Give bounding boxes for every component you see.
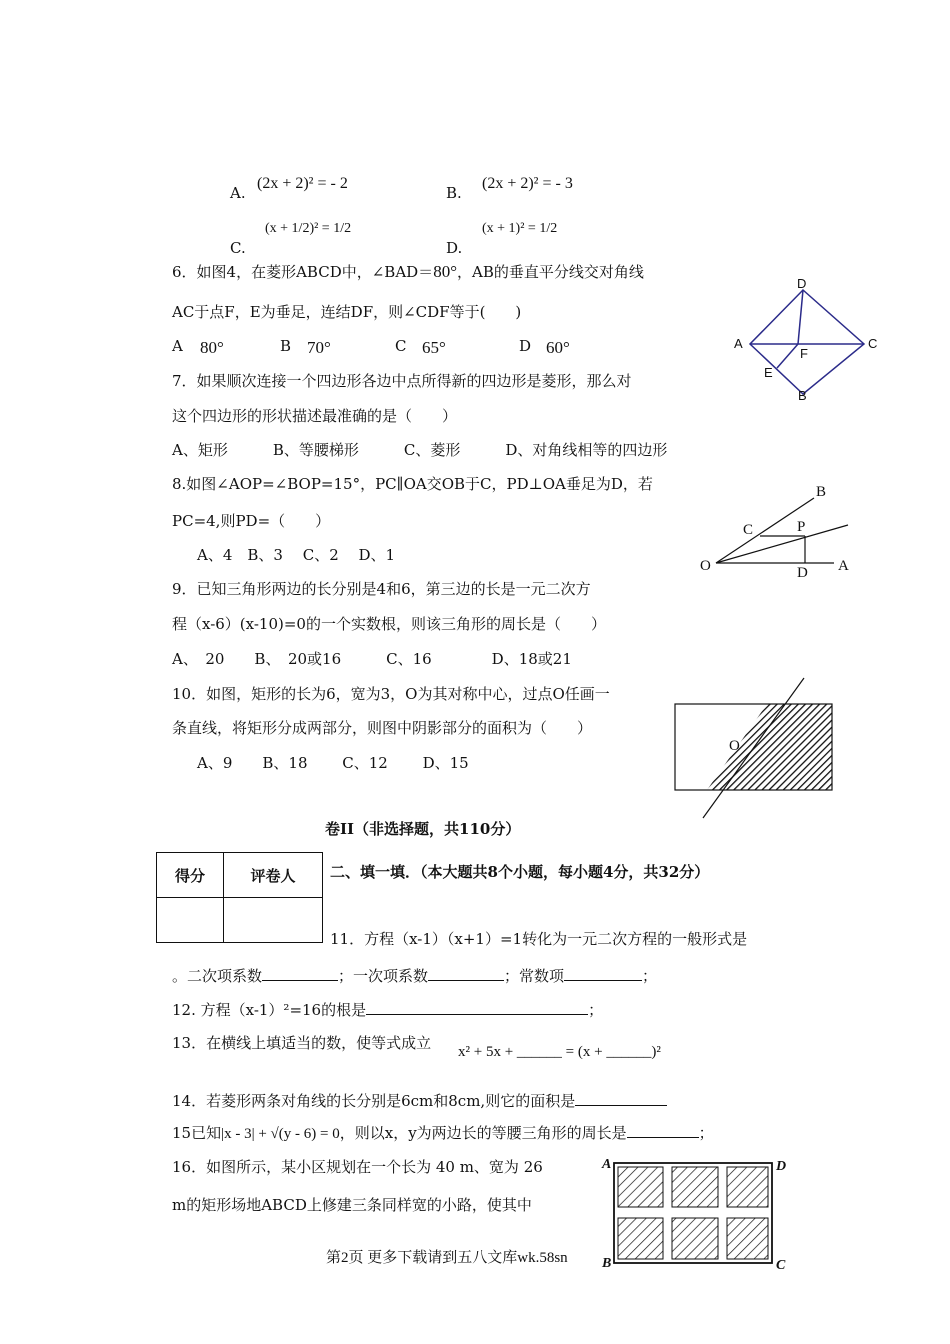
q10-line2: 条直线，将矩形分成两部分，则图中阴影部分的面积为（ ） <box>172 719 593 737</box>
label-d: D <box>797 565 808 581</box>
rectangle-figure <box>670 676 840 826</box>
label-o: O <box>700 558 711 574</box>
q6-option-c-value: 65° <box>422 338 446 357</box>
part2-title: 二、填一填．（本大题共8个小题，每小题4分，共32分） <box>330 863 710 881</box>
q16-line2: m的矩形场地ABCD上修建三条同样宽的小路，使其中 <box>172 1196 532 1214</box>
plot-2 <box>672 1167 718 1207</box>
shaded-region <box>707 704 832 790</box>
q6-option-b-value: 70° <box>307 338 331 357</box>
plot-3 <box>727 1167 768 1207</box>
q5-option-c-expr: (x + 1/2)² = 1/2 <box>265 221 352 236</box>
plot-6 <box>727 1218 768 1259</box>
label-d: D <box>797 276 807 291</box>
q5-option-d-expr: (x + 1)² = 1/2 <box>482 221 558 236</box>
q15-suffix: ，则以x，y为两边长的等腰三角形的周长是 <box>339 1124 627 1142</box>
q6-line1-b: ，AB的垂直平分线交对角线 <box>457 263 644 281</box>
section2-title: 卷II（非选择题，共110分） <box>325 820 521 838</box>
label-p: P <box>797 519 806 535</box>
q13-text: 13．在横线上填适当的数，使等式成立 <box>172 1034 432 1052</box>
q11-const-blank <box>564 966 642 981</box>
page-footer: 第2页 更多下载请到五八文库wk.58sn <box>326 1250 568 1266</box>
label-a: A <box>838 558 849 574</box>
q6-option-a-value: 80° <box>200 338 224 357</box>
q15-prefix: 15已知 <box>172 1124 222 1142</box>
q6-option-a-label: A <box>172 337 183 355</box>
q12-blank <box>366 1000 588 1015</box>
segment-df <box>798 290 803 344</box>
score-header: 得分 <box>157 853 224 898</box>
q11-const-label: ；常数项 <box>504 967 565 985</box>
q11-line1: 11．方程（x-1）（x+1）=1转化为一元二次方程的一般形式是 <box>330 930 748 948</box>
q5-option-b-expr: (2x + 2)² = - 3 <box>482 175 573 192</box>
plot-1 <box>618 1167 663 1207</box>
label-c: C <box>868 336 878 351</box>
q6-line1-a: 6．如图4，在菱形ABCD中，∠BAD＝ <box>172 263 434 281</box>
q5-option-b-label: B. <box>446 184 462 202</box>
q15 <box>172 1123 714 1144</box>
label-b: B <box>798 388 807 403</box>
plot-5 <box>672 1218 718 1259</box>
label-a: A <box>734 336 743 351</box>
label-b: B <box>602 1256 612 1271</box>
label-c: C <box>776 1258 786 1273</box>
q8-line1: 8.如图∠AOP=∠BOP=15°，PC∥OA交OB于C，PD⊥OA垂足为D，若 <box>172 475 653 493</box>
q8-options: A、4 B、3 C、2 D、1 <box>197 546 396 564</box>
q6-angle: 80° <box>433 262 457 281</box>
q9-line1: 9．已知三角形两边的长分别是4和6，第三边的长是一元二次方 <box>172 580 591 598</box>
label-f: F <box>800 346 808 361</box>
q9-line2: 程（x-6）(x-10)=0的一个实数根，则该三角形的周长是（ ） <box>172 615 606 633</box>
q15-blank <box>627 1123 699 1138</box>
score-table <box>156 852 323 943</box>
q12-text: 12. 方程（x-1）²=16的根是 <box>172 1001 367 1019</box>
q6-option-b-label: B <box>280 337 292 355</box>
q6-line1 <box>172 262 644 282</box>
score-cell <box>157 898 224 943</box>
label-b: B <box>816 484 827 500</box>
q10-options: A、9 B、18 C、12 D、15 <box>197 754 469 772</box>
q11-quad-coef-label: 。二次项系数 <box>172 967 263 985</box>
q5-option-c-label: C. <box>230 239 246 257</box>
q12-end: ； <box>588 1001 604 1019</box>
q6-option-c-label: C <box>395 337 407 355</box>
q15-expr: |x - 3| + √(y - 6) = 0 <box>221 1126 340 1142</box>
label-o: O <box>729 738 740 754</box>
grader-cell <box>224 898 323 943</box>
q15-end: ； <box>698 1124 714 1142</box>
q14 <box>172 1091 667 1111</box>
q11-end: ； <box>642 967 658 985</box>
segment-fe <box>777 344 798 368</box>
q7-options: A、矩形 B、等腰梯形 C、菱形 D、对角线相等的四边形 <box>172 441 668 459</box>
q6-option-d-label: D <box>519 337 532 355</box>
q5-option-a-label: A. <box>230 184 246 202</box>
q7-line2: 这个四边形的形状描述最准确的是（ ） <box>172 407 458 425</box>
q5-option-d-label: D. <box>446 239 463 257</box>
q6-line2: AC于点F，E为垂足，连结DF，则∠CDF等于( ) <box>172 303 522 321</box>
label-c: C <box>743 522 754 538</box>
plot-4 <box>618 1218 663 1259</box>
angle-figure <box>696 480 866 580</box>
q6-option-d-value: 60° <box>546 338 570 357</box>
grader-header: 评卷人 <box>224 853 323 898</box>
label-a: A <box>602 1157 612 1172</box>
q7-line1: 7．如果顺次连接一个四边形各边中点所得新的四边形是菱形，那么对 <box>172 372 632 390</box>
ray-op <box>716 525 848 563</box>
q10-line1: 10．如图，矩形的长为6，宽为3，O为其对称中心，过点O任画一 <box>172 685 610 703</box>
label-e: E <box>764 365 773 380</box>
q5-option-a-expr: (2x + 2)² = - 2 <box>257 175 348 192</box>
label-d: D <box>776 1159 787 1174</box>
q16-line1: 16．如图所示，某小区规划在一个长为 40 m、宽为 26 <box>172 1158 543 1176</box>
q12 <box>172 1000 603 1020</box>
q14-text: 14．若菱形两条对角线的长分别是6cm和8cm,则它的面积是 <box>172 1092 576 1110</box>
q8-line2: PC=4,则PD=（ ） <box>172 512 331 530</box>
q11-lin-coef-blank <box>428 966 504 981</box>
q14-blank <box>575 1091 667 1106</box>
field-figure <box>600 1155 795 1275</box>
rhombus-figure <box>730 276 880 406</box>
q9-options: A、 20 B、 20或16 C、16 D、18或21 <box>172 650 572 668</box>
q11-line2 <box>172 966 657 986</box>
q11-quad-coef-blank <box>262 966 338 981</box>
q13-expr: x² + 5x + ______ = (x + ______)² <box>458 1044 661 1060</box>
q11-lin-coef-label: ；一次项系数 <box>338 967 429 985</box>
